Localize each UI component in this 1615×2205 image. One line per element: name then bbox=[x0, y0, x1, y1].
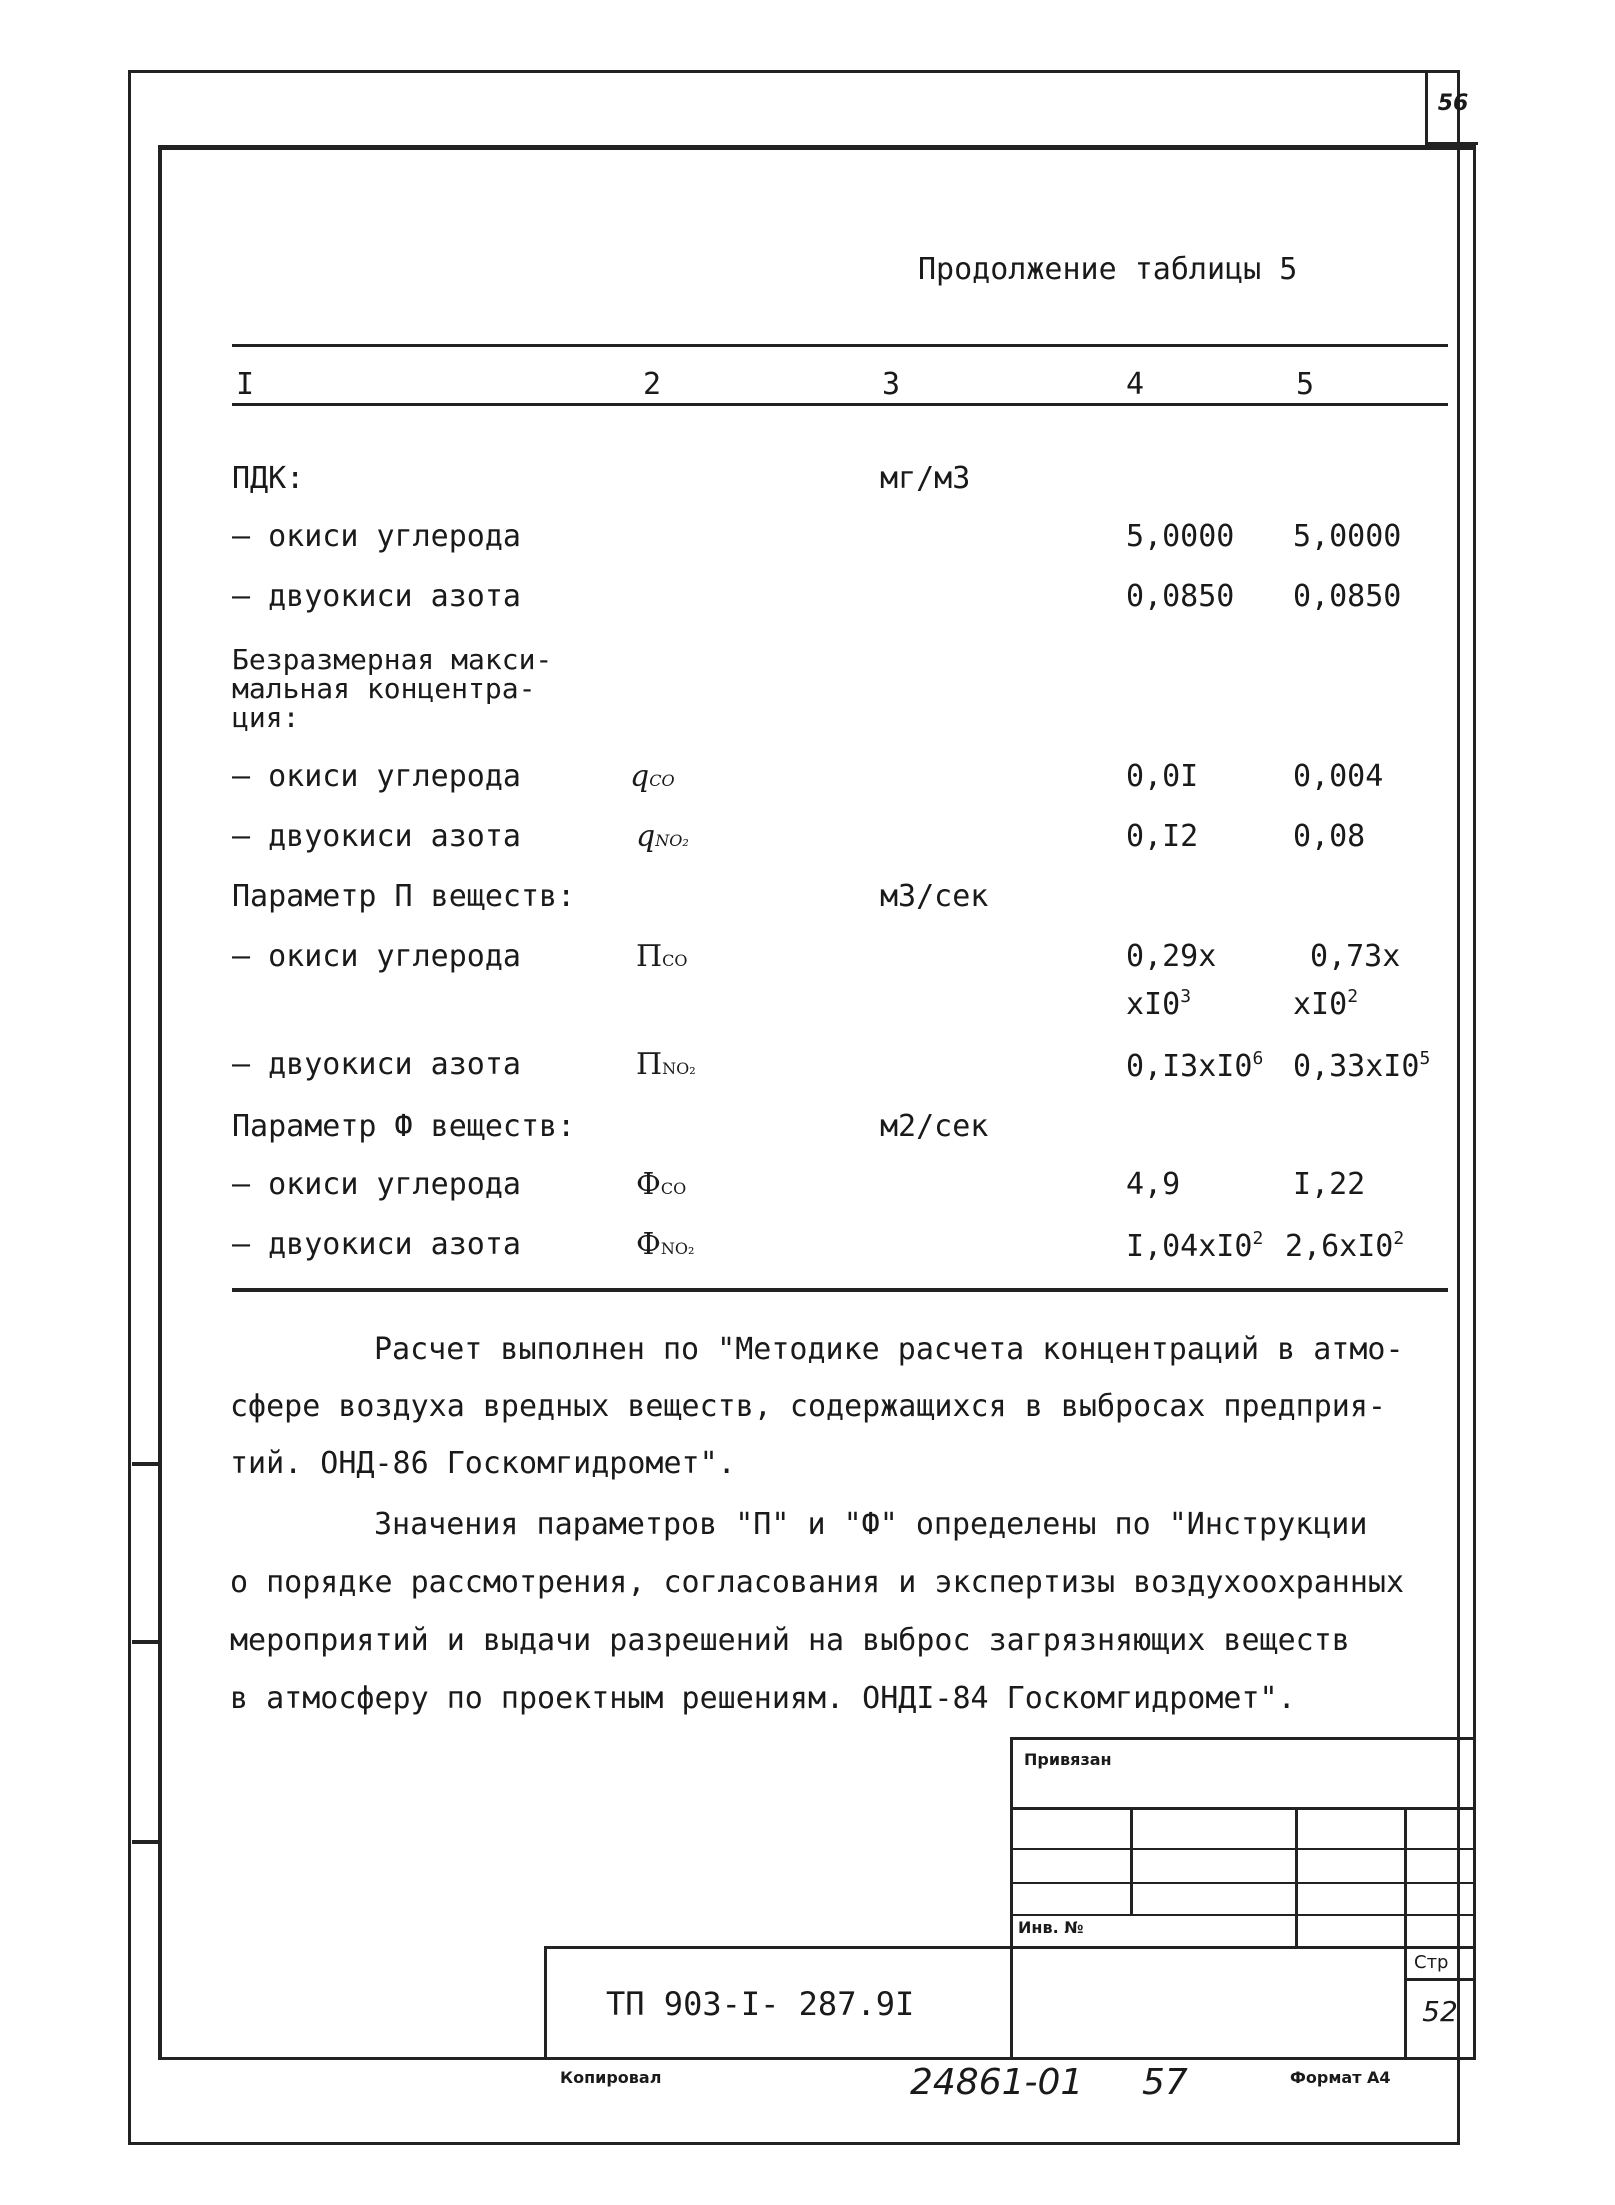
paragraph-2-line-1: Значения параметров "П" и "Ф" определены по "Инструкции bbox=[374, 1507, 1368, 1542]
row-value-4: $I,04xI0^2$ bbox=[1126, 1228, 1264, 1264]
row-unit: мг/м3 bbox=[880, 461, 971, 496]
row-unit: м2/сек bbox=[880, 1109, 989, 1144]
row-value-5: I,22 bbox=[1293, 1167, 1366, 1202]
row-label: Параметр П веществ: bbox=[232, 879, 576, 914]
column-header-2: 2 bbox=[643, 367, 662, 402]
row-symbol: ПCO bbox=[636, 939, 688, 974]
row-symbol: ФCO bbox=[636, 1167, 687, 1202]
row-value-5: 0,004 bbox=[1293, 759, 1384, 794]
row-symbol: ПNO₂ bbox=[636, 1047, 696, 1082]
paragraph-2-line-2: о порядке рассмотрения, согласования и экспертизы воздухоохранных bbox=[230, 1565, 1404, 1600]
table-bottom-rule bbox=[232, 1288, 1448, 1292]
row-value-4-line2: $xI0^3$ bbox=[1126, 986, 1192, 1022]
row-symbol: ФNO₂ bbox=[636, 1227, 695, 1262]
row-label-line3: ция: bbox=[232, 701, 300, 734]
row-label: – окиси углерода bbox=[232, 759, 521, 794]
row-value-5-line2: $xI0^2$ bbox=[1293, 986, 1359, 1022]
margin-tick bbox=[132, 1640, 158, 1644]
row-label: – окиси углерода bbox=[232, 1167, 521, 1202]
stamp-vline bbox=[1130, 1807, 1133, 1914]
row-value-5-line1: 0,73x bbox=[1310, 939, 1401, 974]
footer-handwritten-number: 24861-01 bbox=[910, 2062, 1084, 2103]
column-header-1: I bbox=[236, 367, 255, 402]
stamp-line bbox=[1404, 1978, 1476, 1981]
row-label: – окиси углерода bbox=[232, 939, 521, 974]
row-value-5: $2,6xI0^2$ bbox=[1285, 1228, 1405, 1264]
row-value-4: 0,I2 bbox=[1126, 819, 1199, 854]
paragraph-2-line-4: в атмосферу по проектным решениям. ОНДI-84 Госкомгидромет". bbox=[230, 1681, 1296, 1716]
column-header-4: 4 bbox=[1126, 367, 1145, 402]
footer-format: Формат А4 bbox=[1290, 2068, 1391, 2087]
paragraph-1-line-1: Расчет выполнен по "Методике расчета концентраций в атмо- bbox=[374, 1332, 1404, 1367]
row-value-4: 0,0I bbox=[1126, 759, 1199, 794]
row-label: – двуокиси азота bbox=[232, 1227, 521, 1262]
footer-kopiroval: Копировал bbox=[560, 2068, 662, 2087]
row-value-5: $0,33xI0^5$ bbox=[1293, 1048, 1431, 1084]
table-top-rule bbox=[232, 344, 1448, 347]
row-value-4-line1: 0,29x bbox=[1126, 939, 1217, 974]
stamp-vline bbox=[1295, 1807, 1298, 1947]
margin-tick bbox=[132, 1840, 158, 1844]
row-value-5: 0,08 bbox=[1293, 819, 1366, 854]
stamp-page-label: Стр bbox=[1414, 1952, 1449, 1973]
row-label: ПДК: bbox=[232, 461, 305, 496]
row-label: – окиси углерода bbox=[232, 519, 521, 554]
row-symbol: qNO₂ bbox=[636, 819, 689, 854]
stamp-page-number: 52 bbox=[1422, 1995, 1458, 2028]
row-value-5: 5,0000 bbox=[1293, 519, 1402, 554]
column-header-5: 5 bbox=[1296, 367, 1315, 402]
row-symbol: qCO bbox=[630, 759, 675, 794]
header-bottom-rule bbox=[232, 403, 1448, 406]
stamp-inv-label: Инв. № bbox=[1018, 1918, 1084, 1937]
row-label: – двуокиси азота bbox=[232, 1047, 521, 1082]
margin-tick bbox=[132, 1462, 158, 1466]
row-label: Безразмерная макси- bbox=[232, 643, 553, 676]
stamp-privyazan-label: Привязан bbox=[1024, 1750, 1112, 1769]
table-caption: Продолжение таблицы 5 bbox=[918, 252, 1298, 287]
row-label: – двуокиси азота bbox=[232, 579, 521, 614]
row-label: Параметр Ф веществ: bbox=[232, 1109, 576, 1144]
row-label-line2: мальная концентра- bbox=[232, 672, 536, 705]
paragraph-1-line-3: тий. ОНД-86 Госкомгидромет". bbox=[230, 1446, 736, 1481]
column-header-3: 3 bbox=[882, 367, 901, 402]
row-value-5: 0,0850 bbox=[1293, 579, 1402, 614]
paragraph-1-line-2: сфере воздуха вредных веществ, содержащихся в выбросах предприя- bbox=[230, 1389, 1386, 1424]
sheet-number: 56 bbox=[1425, 70, 1478, 145]
row-unit: м3/сек bbox=[880, 879, 989, 914]
paragraph-2-line-3: мероприятий и выдачи разрешений на выброс загрязняющих веществ bbox=[230, 1623, 1350, 1658]
footer-handwritten-page: 57 bbox=[1142, 2062, 1188, 2103]
document-code: ТП 903-I- 287.9I bbox=[606, 1985, 915, 2023]
row-label: – двуокиси азота bbox=[232, 819, 521, 854]
row-value-4: 5,0000 bbox=[1126, 519, 1235, 554]
row-value-4: 4,9 bbox=[1126, 1167, 1181, 1202]
row-value-4: $0,I3xI0^6$ bbox=[1126, 1048, 1264, 1084]
row-value-4: 0,0850 bbox=[1126, 579, 1235, 614]
